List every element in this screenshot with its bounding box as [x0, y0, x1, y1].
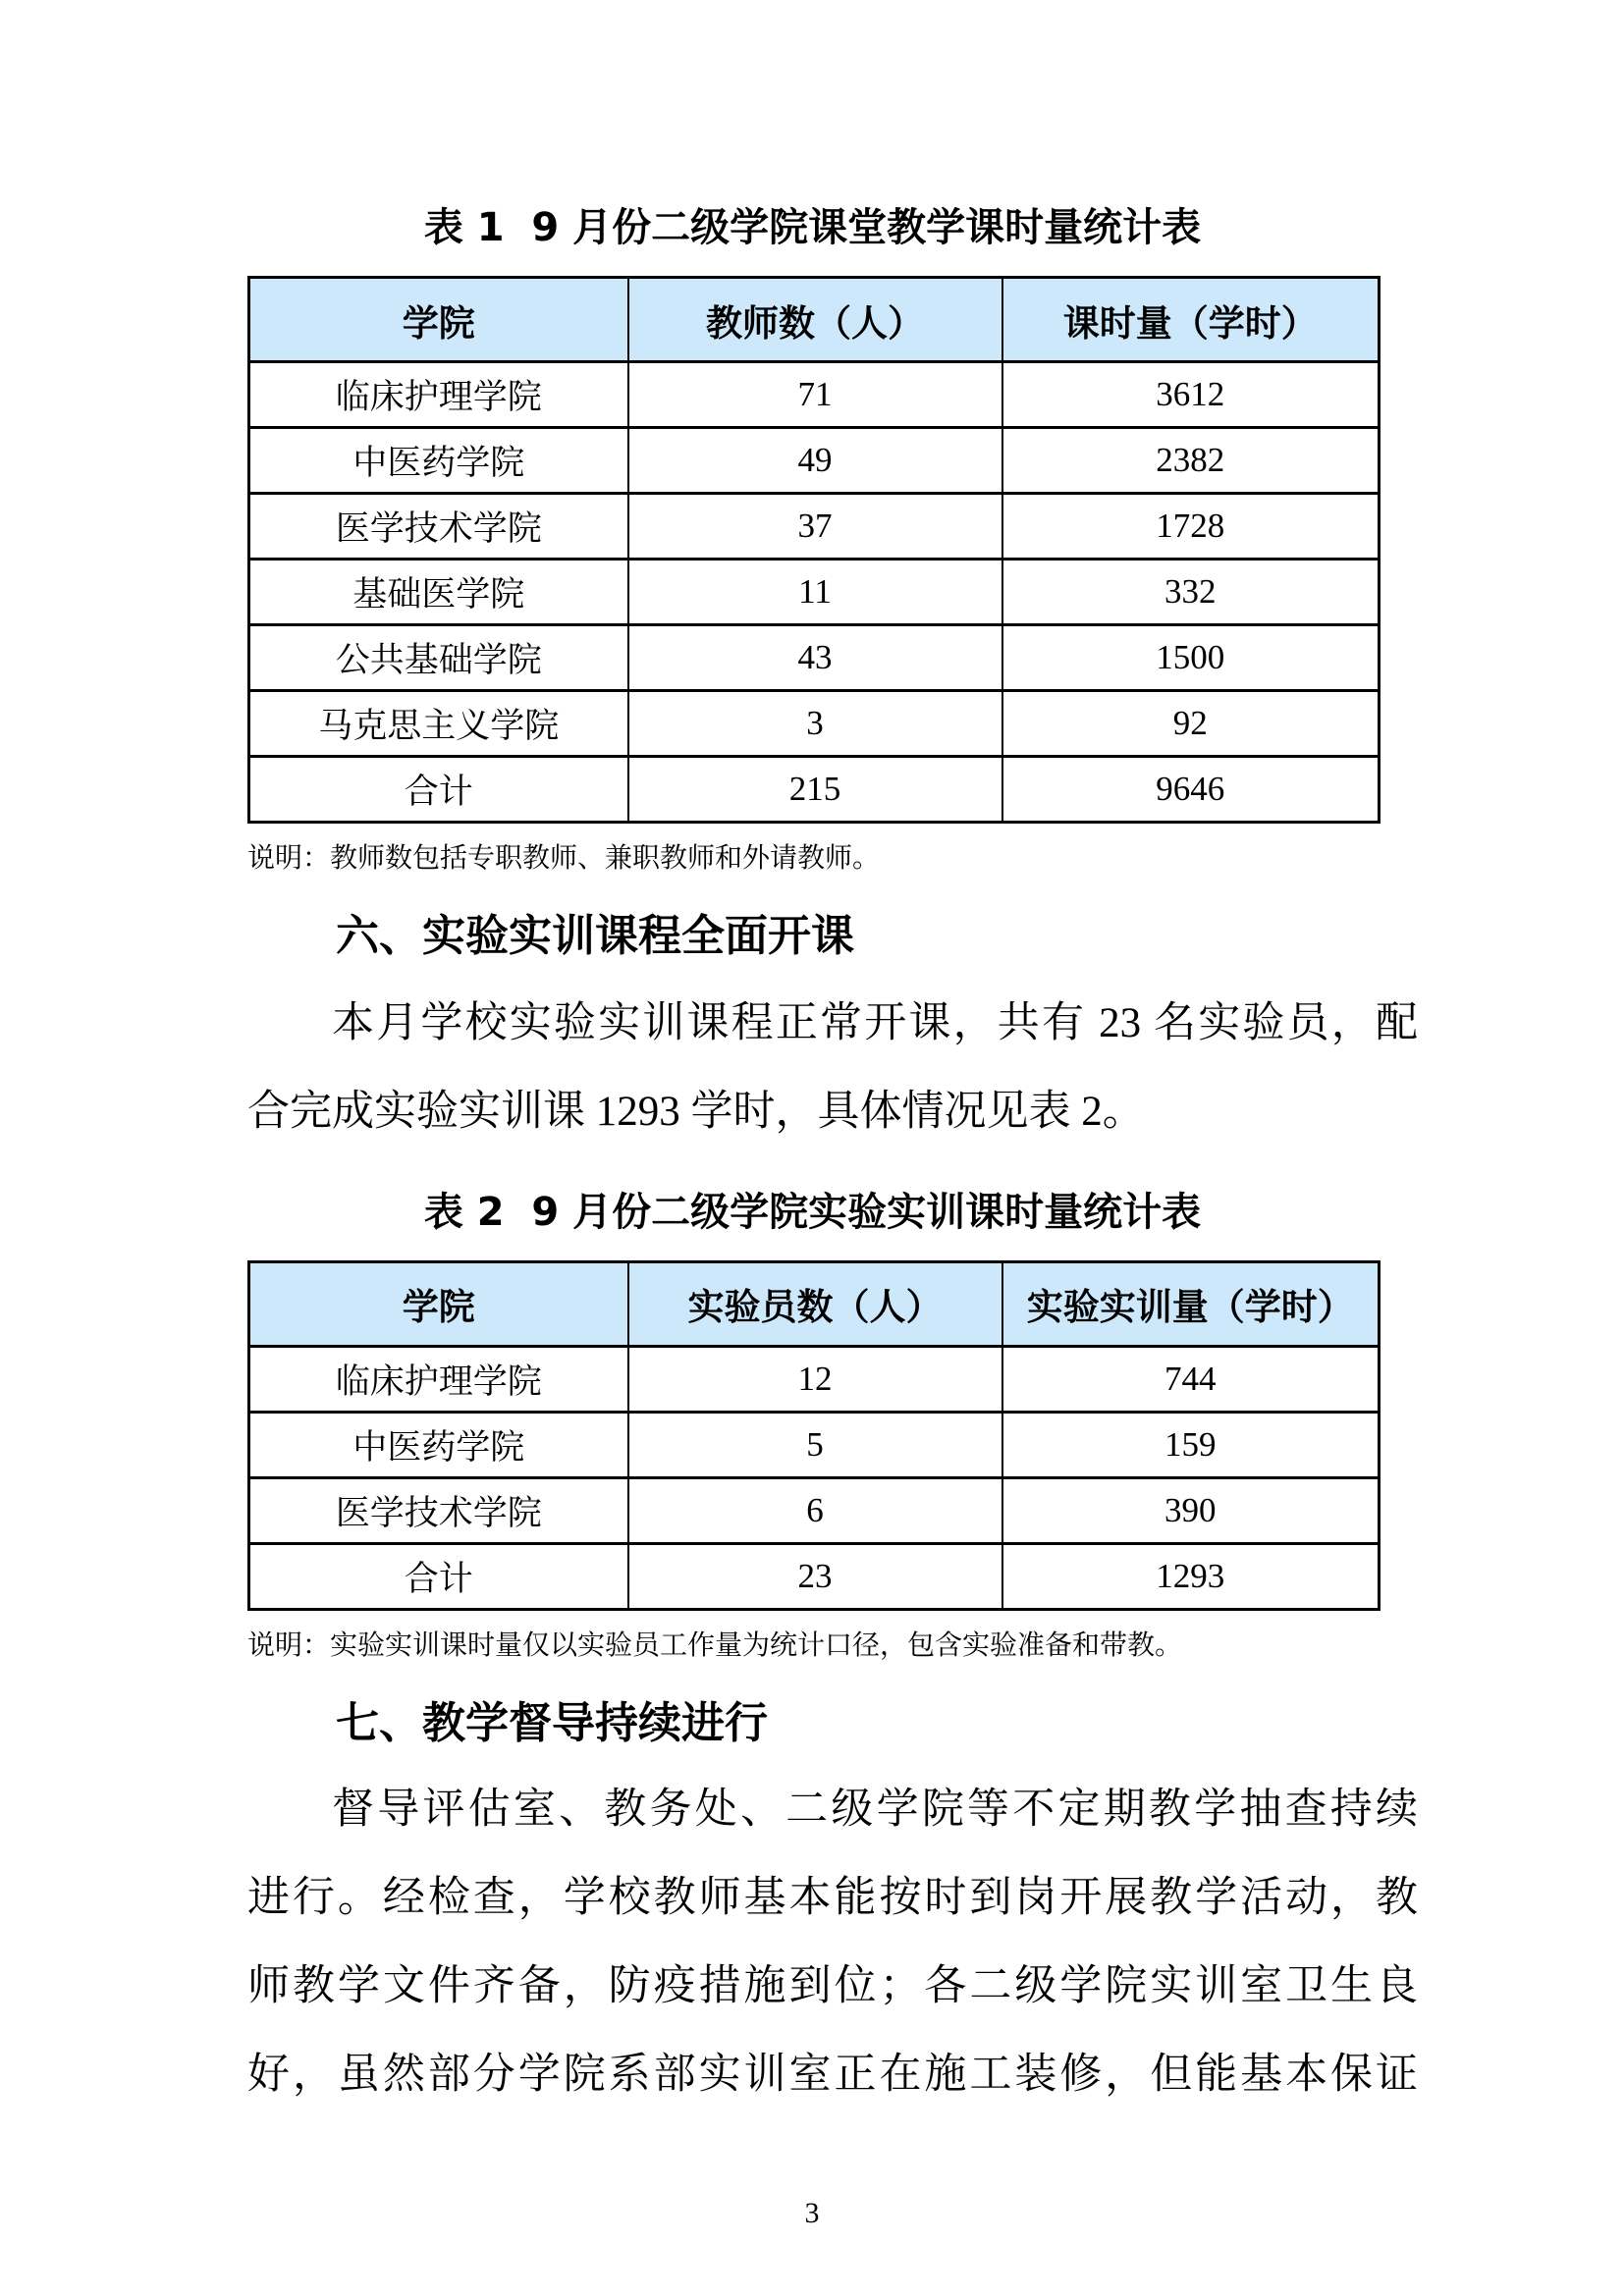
table-cell: 11	[628, 560, 1002, 625]
table-cell: 159	[1002, 1412, 1380, 1477]
table-cell: 合计	[249, 757, 628, 823]
table-cell: 合计	[249, 1543, 628, 1609]
paragraph-line: 师教学文件齐备，防疫措施到位；各二级学院实训室卫生良	[247, 1963, 1418, 2010]
paragraph-line: 好，虽然部分学院系部实训室正在施工装修，但能基本保证	[247, 2052, 1418, 2099]
table-cell: 2382	[1002, 428, 1380, 494]
section-seven-paragraph	[247, 1766, 1418, 2119]
paragraph-line: 进行。经检查，学校教师基本能按时到岗开展教学活动，教	[247, 1875, 1418, 1922]
table1-header-row	[249, 278, 1380, 362]
table-cell: 6	[628, 1477, 1002, 1543]
table-cell: 215	[628, 757, 1002, 823]
table-row	[249, 691, 1380, 757]
table-total-row	[249, 757, 1380, 823]
table-cell: 744	[1002, 1346, 1380, 1412]
table-cell: 390	[1002, 1477, 1380, 1543]
table-cell: 3	[628, 691, 1002, 757]
table2-header-cell: 实验员数（人）	[628, 1261, 1002, 1346]
table2-title: 表 2 9 月份二级学院实验实训课时量统计表	[423, 1189, 1202, 1235]
table-cell: 23	[628, 1543, 1002, 1609]
table-cell: 92	[1002, 691, 1380, 757]
table-cell: 临床护理学院	[249, 362, 628, 428]
table-cell: 医学技术学院	[249, 494, 628, 560]
paragraph-line: 本月学校实验实训课程正常开课，共有 23 名实验员，配	[332, 999, 1418, 1046]
table-row	[249, 1412, 1380, 1477]
table1-note: 说明：教师数包括专职教师、兼职教师和外请教师。	[247, 843, 881, 874]
table-cell: 5	[628, 1412, 1002, 1477]
table-row	[249, 494, 1380, 560]
table-cell: 49	[628, 428, 1002, 494]
table-cell: 37	[628, 494, 1002, 560]
page-number: 3	[804, 2197, 820, 2229]
table-cell: 3612	[1002, 362, 1380, 428]
section-six-paragraph	[247, 980, 1418, 1156]
paragraph-line: 合完成实验实训课 1293 学时，具体情况见表 2。	[247, 1088, 1145, 1135]
table2	[247, 1260, 1380, 1611]
section-six-heading: 六、实验实训课程全面开课	[336, 911, 854, 962]
table1-header-cell: 学院	[249, 278, 628, 362]
table-cell: 1500	[1002, 625, 1380, 691]
table-row	[249, 1477, 1380, 1543]
table-cell: 中医药学院	[249, 428, 628, 494]
table-row	[249, 625, 1380, 691]
table1-title: 表 1 9 月份二级学院课堂教学课时量统计表	[423, 205, 1202, 250]
table-cell: 基础医学院	[249, 560, 628, 625]
table1-header-cell: 教师数（人）	[628, 278, 1002, 362]
table-cell: 1293	[1002, 1543, 1380, 1609]
table2-note: 说明：实验实训课时量仅以实验员工作量为统计口径，包含实验准备和带教。	[247, 1629, 1183, 1661]
table-total-row	[249, 1543, 1380, 1609]
table-cell: 1728	[1002, 494, 1380, 560]
table-cell: 医学技术学院	[249, 1477, 628, 1543]
table-cell: 332	[1002, 560, 1380, 625]
table-cell: 中医药学院	[249, 1412, 628, 1477]
table-cell: 马克思主义学院	[249, 691, 628, 757]
table-row	[249, 560, 1380, 625]
section-seven-heading: 七、教学督导持续进行	[336, 1697, 768, 1748]
table1	[247, 276, 1380, 824]
table-row	[249, 362, 1380, 428]
table-cell: 43	[628, 625, 1002, 691]
table-cell: 9646	[1002, 757, 1380, 823]
table2-header-cell: 学院	[249, 1261, 628, 1346]
table1-header-cell: 课时量（学时）	[1002, 278, 1380, 362]
table-cell: 临床护理学院	[249, 1346, 628, 1412]
table-cell: 公共基础学院	[249, 625, 628, 691]
table2-header-row	[249, 1261, 1380, 1346]
table-row	[249, 1346, 1380, 1412]
table-row	[249, 428, 1380, 494]
table-cell: 12	[628, 1346, 1002, 1412]
table2-header-cell: 实验实训量（学时）	[1002, 1261, 1380, 1346]
table-cell: 71	[628, 362, 1002, 428]
paragraph-line: 督导评估室、教务处、二级学院等不定期教学抽查持续	[332, 1787, 1418, 1834]
